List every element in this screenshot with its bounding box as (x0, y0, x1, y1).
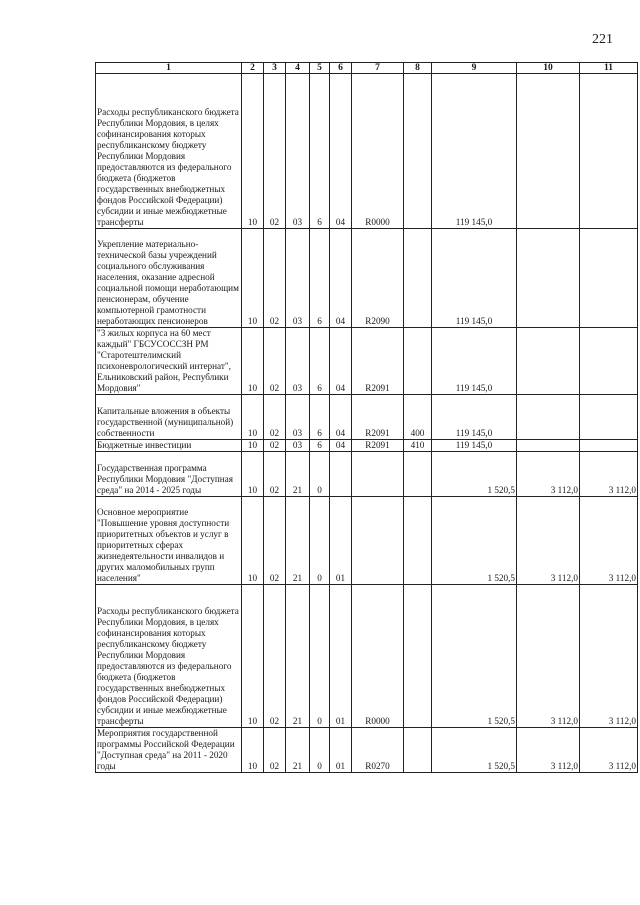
row-name-cell: Мероприятия государственной программы Российской Федерации "Доступная среда" на 2011 - 2020 годы (96, 728, 242, 773)
table-row (96, 440, 638, 452)
header-cell-8: 8 (404, 63, 432, 74)
activity-cell: 01 (330, 585, 352, 728)
expense-type-cell: 400 (404, 395, 432, 440)
activity-cell: 04 (330, 74, 352, 229)
expense-type-cell (404, 585, 432, 728)
subprogram-cell: 0 (310, 452, 330, 497)
header-cell-6: 6 (330, 63, 352, 74)
amount-cell (580, 395, 638, 440)
amount-cell (580, 229, 638, 328)
section-cell: 10 (242, 328, 264, 395)
row-name-cell: Государственная программа Республики Мордовия "Доступная среда" на 2014 - 2025 годы (96, 452, 242, 497)
section-cell: 10 (242, 229, 264, 328)
header-cell-11: 11 (580, 63, 638, 74)
program-cell: 03 (286, 440, 310, 452)
header-cell-1: 1 (96, 63, 242, 74)
program-cell: 03 (286, 229, 310, 328)
section-cell: 10 (242, 440, 264, 452)
activity-cell: 04 (330, 395, 352, 440)
activity-cell: 01 (330, 497, 352, 585)
expense-type-cell (404, 497, 432, 585)
subsection-cell: 02 (264, 328, 286, 395)
activity-cell: 01 (330, 728, 352, 773)
program-cell: 21 (286, 452, 310, 497)
amount-cell: 3 112,0 (580, 728, 638, 773)
amount-cell: 3 112,0 (517, 497, 580, 585)
row-name-cell: "3 жилых корпуса на 60 мест каждый" ГБСУСОССЗН РМ "Старотештелимский психоневрологический интернат", Ельниковский район, Республики Мордовия" (96, 328, 242, 395)
table-row (96, 452, 638, 497)
activity-cell (330, 452, 352, 497)
expense-type-cell (404, 328, 432, 395)
amount-cell: 1 520,5 (432, 728, 517, 773)
subprogram-cell: 0 (310, 585, 330, 728)
amount-cell: 3 112,0 (580, 497, 638, 585)
budget-table (95, 62, 638, 773)
amount-cell (517, 440, 580, 452)
table-row (96, 728, 638, 773)
amount-cell: 119 145,0 (432, 229, 517, 328)
amount-cell: 119 145,0 (432, 74, 517, 229)
direction-cell: R2090 (352, 229, 404, 328)
header-cell-5: 5 (310, 63, 330, 74)
amount-cell: 3 112,0 (517, 585, 580, 728)
program-cell: 03 (286, 74, 310, 229)
subsection-cell: 02 (264, 229, 286, 328)
subprogram-cell: 0 (310, 728, 330, 773)
subprogram-cell: 6 (310, 440, 330, 452)
subsection-cell: 02 (264, 728, 286, 773)
table-row (96, 497, 638, 585)
amount-cell (517, 395, 580, 440)
amount-cell: 1 520,5 (432, 497, 517, 585)
row-name-cell: Укрепление материально-технической базы учреждений социального обслуживания населения, оказание адресной социальной помощи неработающим пенсионерам, обучение компьютерной грамотности неработающих пенсионеров (96, 229, 242, 328)
table-row (96, 74, 638, 229)
row-name-cell: Бюджетные инвестиции (96, 440, 242, 452)
direction-cell: R0270 (352, 728, 404, 773)
program-cell: 03 (286, 395, 310, 440)
amount-cell (517, 229, 580, 328)
table-row (96, 395, 638, 440)
direction-cell (352, 452, 404, 497)
subsection-cell: 02 (264, 452, 286, 497)
subsection-cell: 02 (264, 74, 286, 229)
page-number: 221 (592, 32, 613, 47)
amount-cell (580, 328, 638, 395)
header-cell-9: 9 (432, 63, 517, 74)
amount-cell: 1 520,5 (432, 585, 517, 728)
section-cell: 10 (242, 728, 264, 773)
direction-cell: R2091 (352, 395, 404, 440)
expense-type-cell (404, 74, 432, 229)
direction-cell: R2091 (352, 328, 404, 395)
activity-cell: 04 (330, 229, 352, 328)
program-cell: 21 (286, 497, 310, 585)
subsection-cell: 02 (264, 497, 286, 585)
subprogram-cell: 6 (310, 229, 330, 328)
expense-type-cell (404, 452, 432, 497)
subsection-cell: 02 (264, 440, 286, 452)
row-name-cell: Расходы республиканского бюджета Республики Мордовия, в целях софинансирования которых республиканскому бюджету Республики Мордовия предоставляются из федерального бюджета (бюджетов государственных внебюджетных фондов Российской Федерации) субсидии и иные межбюджетные трансферты (96, 74, 242, 229)
amount-cell (580, 74, 638, 229)
activity-cell: 04 (330, 328, 352, 395)
amount-cell (517, 74, 580, 229)
subprogram-cell: 6 (310, 328, 330, 395)
amount-cell: 1 520,5 (432, 452, 517, 497)
subprogram-cell: 0 (310, 497, 330, 585)
direction-cell (352, 497, 404, 585)
row-name-cell: Расходы республиканского бюджета Республики Мордовия, в целях софинансирования которых республиканскому бюджету Республики Мордовия предоставляются из федерального бюджета (бюджетов государственных внебюджетных фондов Российской Федерации) субсидии и иные межбюджетные трансферты (96, 585, 242, 728)
subsection-cell: 02 (264, 395, 286, 440)
subprogram-cell: 6 (310, 395, 330, 440)
direction-cell: R2091 (352, 440, 404, 452)
header-cell-2: 2 (242, 63, 264, 74)
expense-type-cell: 410 (404, 440, 432, 452)
amount-cell: 119 145,0 (432, 328, 517, 395)
amount-cell: 3 112,0 (517, 728, 580, 773)
section-cell: 10 (242, 585, 264, 728)
header-row (96, 63, 638, 74)
amount-cell: 3 112,0 (580, 585, 638, 728)
amount-cell: 119 145,0 (432, 440, 517, 452)
section-cell: 10 (242, 497, 264, 585)
header-cell-7: 7 (352, 63, 404, 74)
program-cell: 21 (286, 585, 310, 728)
expense-type-cell (404, 728, 432, 773)
row-name-cell: Капитальные вложения в объекты государственной (муниципальной) собственности (96, 395, 242, 440)
amount-cell: 119 145,0 (432, 395, 517, 440)
table-row (96, 229, 638, 328)
subprogram-cell: 6 (310, 74, 330, 229)
subsection-cell: 02 (264, 585, 286, 728)
program-cell: 03 (286, 328, 310, 395)
row-name-cell: Основное мероприятие "Повышение уровня доступности приоритетных объектов и услуг в приоритетных сферах жизнедеятельности инвалидов и других маломобильных групп населения" (96, 497, 242, 585)
amount-cell: 3 112,0 (580, 452, 638, 497)
amount-cell: 3 112,0 (517, 452, 580, 497)
table-row (96, 328, 638, 395)
direction-cell: R0000 (352, 74, 404, 229)
header-cell-4: 4 (286, 63, 310, 74)
amount-cell (580, 440, 638, 452)
section-cell: 10 (242, 74, 264, 229)
amount-cell (517, 328, 580, 395)
activity-cell: 04 (330, 440, 352, 452)
program-cell: 21 (286, 728, 310, 773)
section-cell: 10 (242, 395, 264, 440)
table-row (96, 585, 638, 728)
header-cell-10: 10 (517, 63, 580, 74)
section-cell: 10 (242, 452, 264, 497)
direction-cell: R0000 (352, 585, 404, 728)
header-cell-3: 3 (264, 63, 286, 74)
expense-type-cell (404, 229, 432, 328)
